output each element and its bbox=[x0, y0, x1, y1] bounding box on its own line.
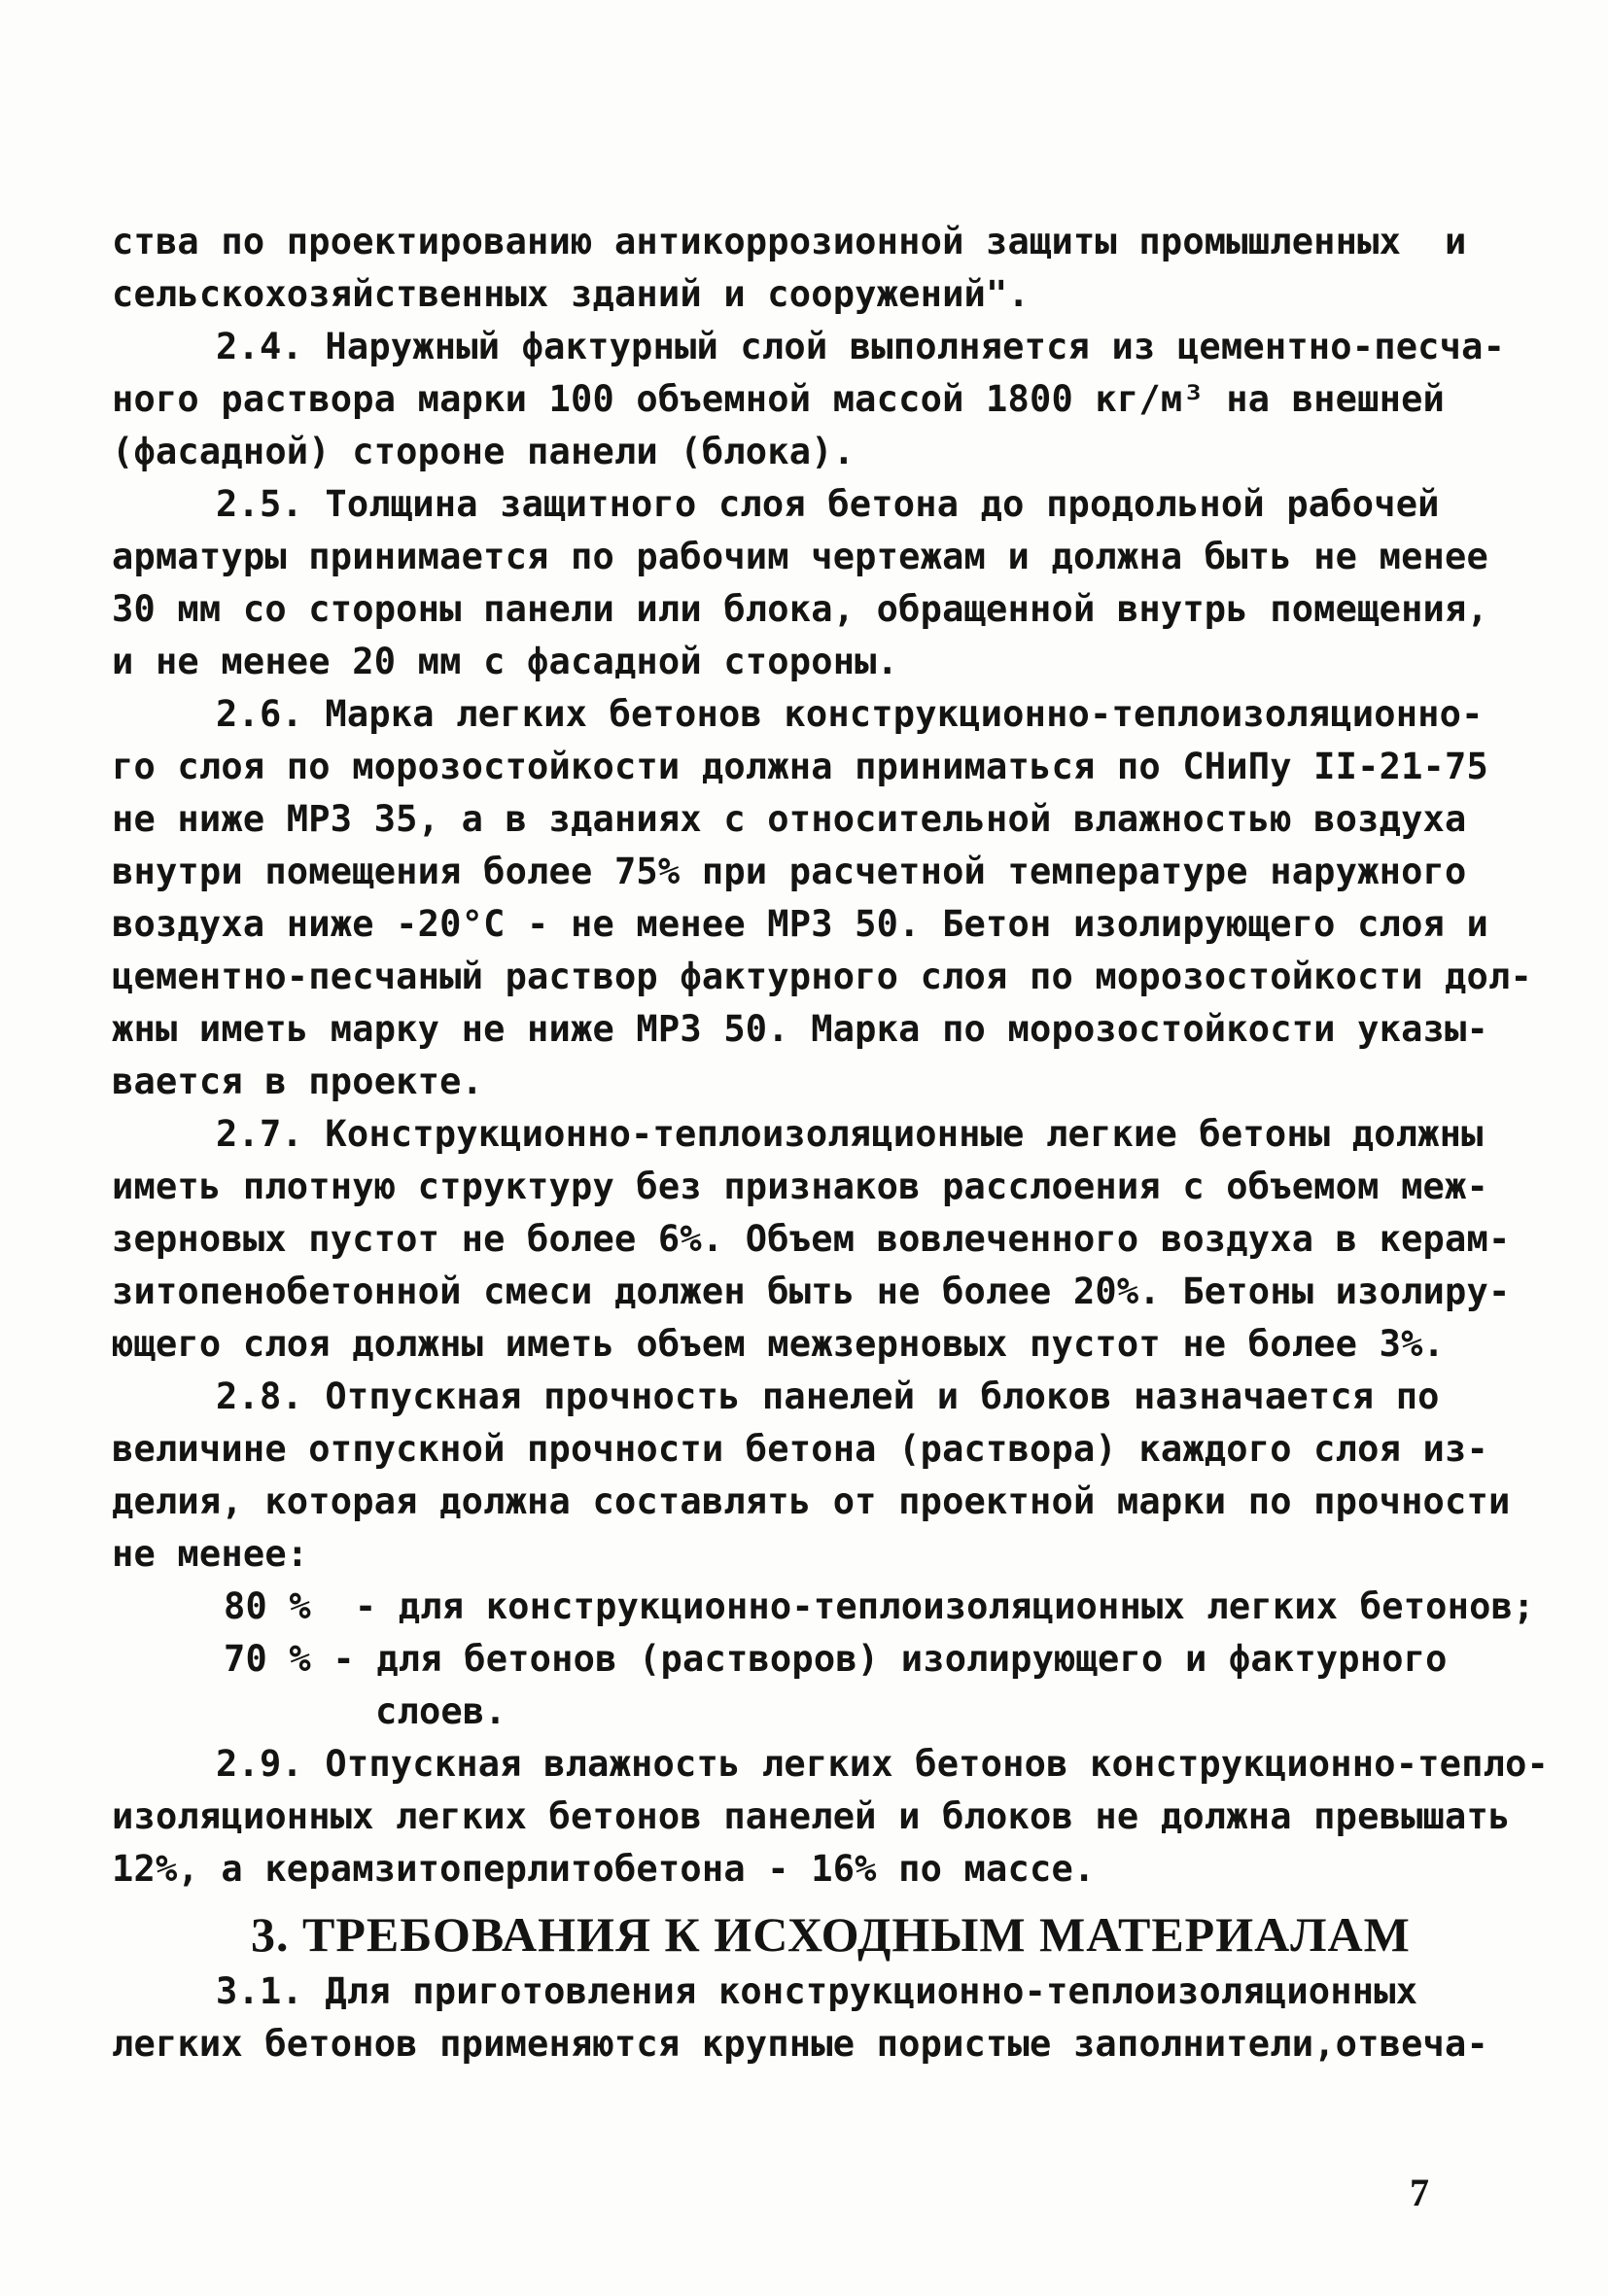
text-line: вается в проекте. bbox=[112, 1061, 484, 1102]
paragraph-2-6-start: 2.6. Марка легких бетонов конструкционно-теплоизоляционно- bbox=[216, 693, 1484, 735]
text-line: го слоя по морозостойкости должна приниматься по СНиПу II-21-75 bbox=[112, 746, 1488, 787]
text-line: ства по проектированию антикоррозионной защиты промышленных и bbox=[112, 221, 1467, 262]
text-line: (фасадной) стороне панели (блока). bbox=[112, 431, 856, 472]
text-line: ющего слоя должны иметь объем межзерновых пустот не более 3%. bbox=[112, 1323, 1446, 1365]
text-line: арматуры принимается по рабочим чертежам и должна быть не менее bbox=[112, 536, 1488, 577]
list-item: 80 % - для конструкционно-теплоизоляционных легких бетонов; bbox=[224, 1585, 1535, 1627]
text-line: величине отпускной прочности бетона (раствора) каждого слоя из- bbox=[112, 1428, 1488, 1470]
page-number: 7 bbox=[1410, 2171, 1429, 2214]
text-line: не менее: bbox=[112, 1533, 309, 1575]
paragraph-3-1-start: 3.1. Для приготовления конструкционно-теплоизоляционных bbox=[216, 1970, 1418, 2012]
paragraph-2-9-start: 2.9. Отпускная влажность легких бетонов конструкционно-тепло- bbox=[216, 1743, 1550, 1785]
text-line: цементно-песчаный раствор фактурного слоя по морозостойкости дол- bbox=[112, 956, 1532, 997]
list-item: 70 % - для бетонов (растворов) изолирующего и фактурного bbox=[224, 1638, 1448, 1680]
list-item-continuation: слоев. bbox=[375, 1690, 507, 1732]
paragraph-2-4-start: 2.4. Наружный фактурный слой выполняется из цементно-песча- bbox=[216, 326, 1506, 367]
text-line: и не менее 20 мм с фасадной стороны. bbox=[112, 641, 899, 682]
text-line: ного раствора марки 100 объемной массой 1800 кг/м³ на внешней bbox=[112, 378, 1446, 420]
text-line: сельскохозяйственных зданий и сооружений". bbox=[112, 273, 1030, 315]
text-line: зерновых пустот не более 6%. Объем вовлеченного воздуха в керам- bbox=[112, 1218, 1511, 1260]
text-line: изоляционных легких бетонов панелей и блоков не должна превышать bbox=[112, 1795, 1511, 1837]
paragraph-2-8-start: 2.8. Отпускная прочность панелей и блоков назначается по bbox=[216, 1375, 1440, 1417]
paragraph-2-5-start: 2.5. Толщина защитного слоя бетона до продольной рабочей bbox=[216, 483, 1440, 525]
text-line: иметь плотную структуру без признаков расслоения с объемом меж- bbox=[112, 1165, 1488, 1207]
text-line: делия, которая должна составлять от проектной марки по прочности bbox=[112, 1480, 1511, 1522]
text-line: 12%, а керамзитоперлитобетона - 16% по массе. bbox=[112, 1848, 1096, 1890]
text-line: зитопенобетонной смеси должен быть не более 20%. Бетоны изолиру- bbox=[112, 1270, 1511, 1312]
text-line: не ниже МРЗ 35, а в зданиях с относительной влажностью воздуха bbox=[112, 798, 1467, 840]
text-line: воздуха ниже -20°С - не менее МРЗ 50. Бетон изолирующего слоя и bbox=[112, 903, 1488, 945]
text-line: жны иметь марку не ниже МРЗ 50. Марка по морозостойкости указы- bbox=[112, 1008, 1488, 1050]
text-line: легких бетонов применяются крупные пористые заполнители,отвеча- bbox=[112, 2023, 1488, 2065]
section-heading: 3. ТРЕБОВАНИЯ К ИСХОДНЫМ МАТЕРИАЛАМ bbox=[251, 1907, 1411, 1962]
text-line: внутри помещения более 75% при расчетной температуре наружного bbox=[112, 851, 1467, 892]
paragraph-2-7-start: 2.7. Конструкционно-теплоизоляционные легкие бетоны должны bbox=[216, 1113, 1484, 1155]
text-line: 30 мм со стороны панели или блока, обращенной внутрь помещения, bbox=[112, 588, 1488, 630]
